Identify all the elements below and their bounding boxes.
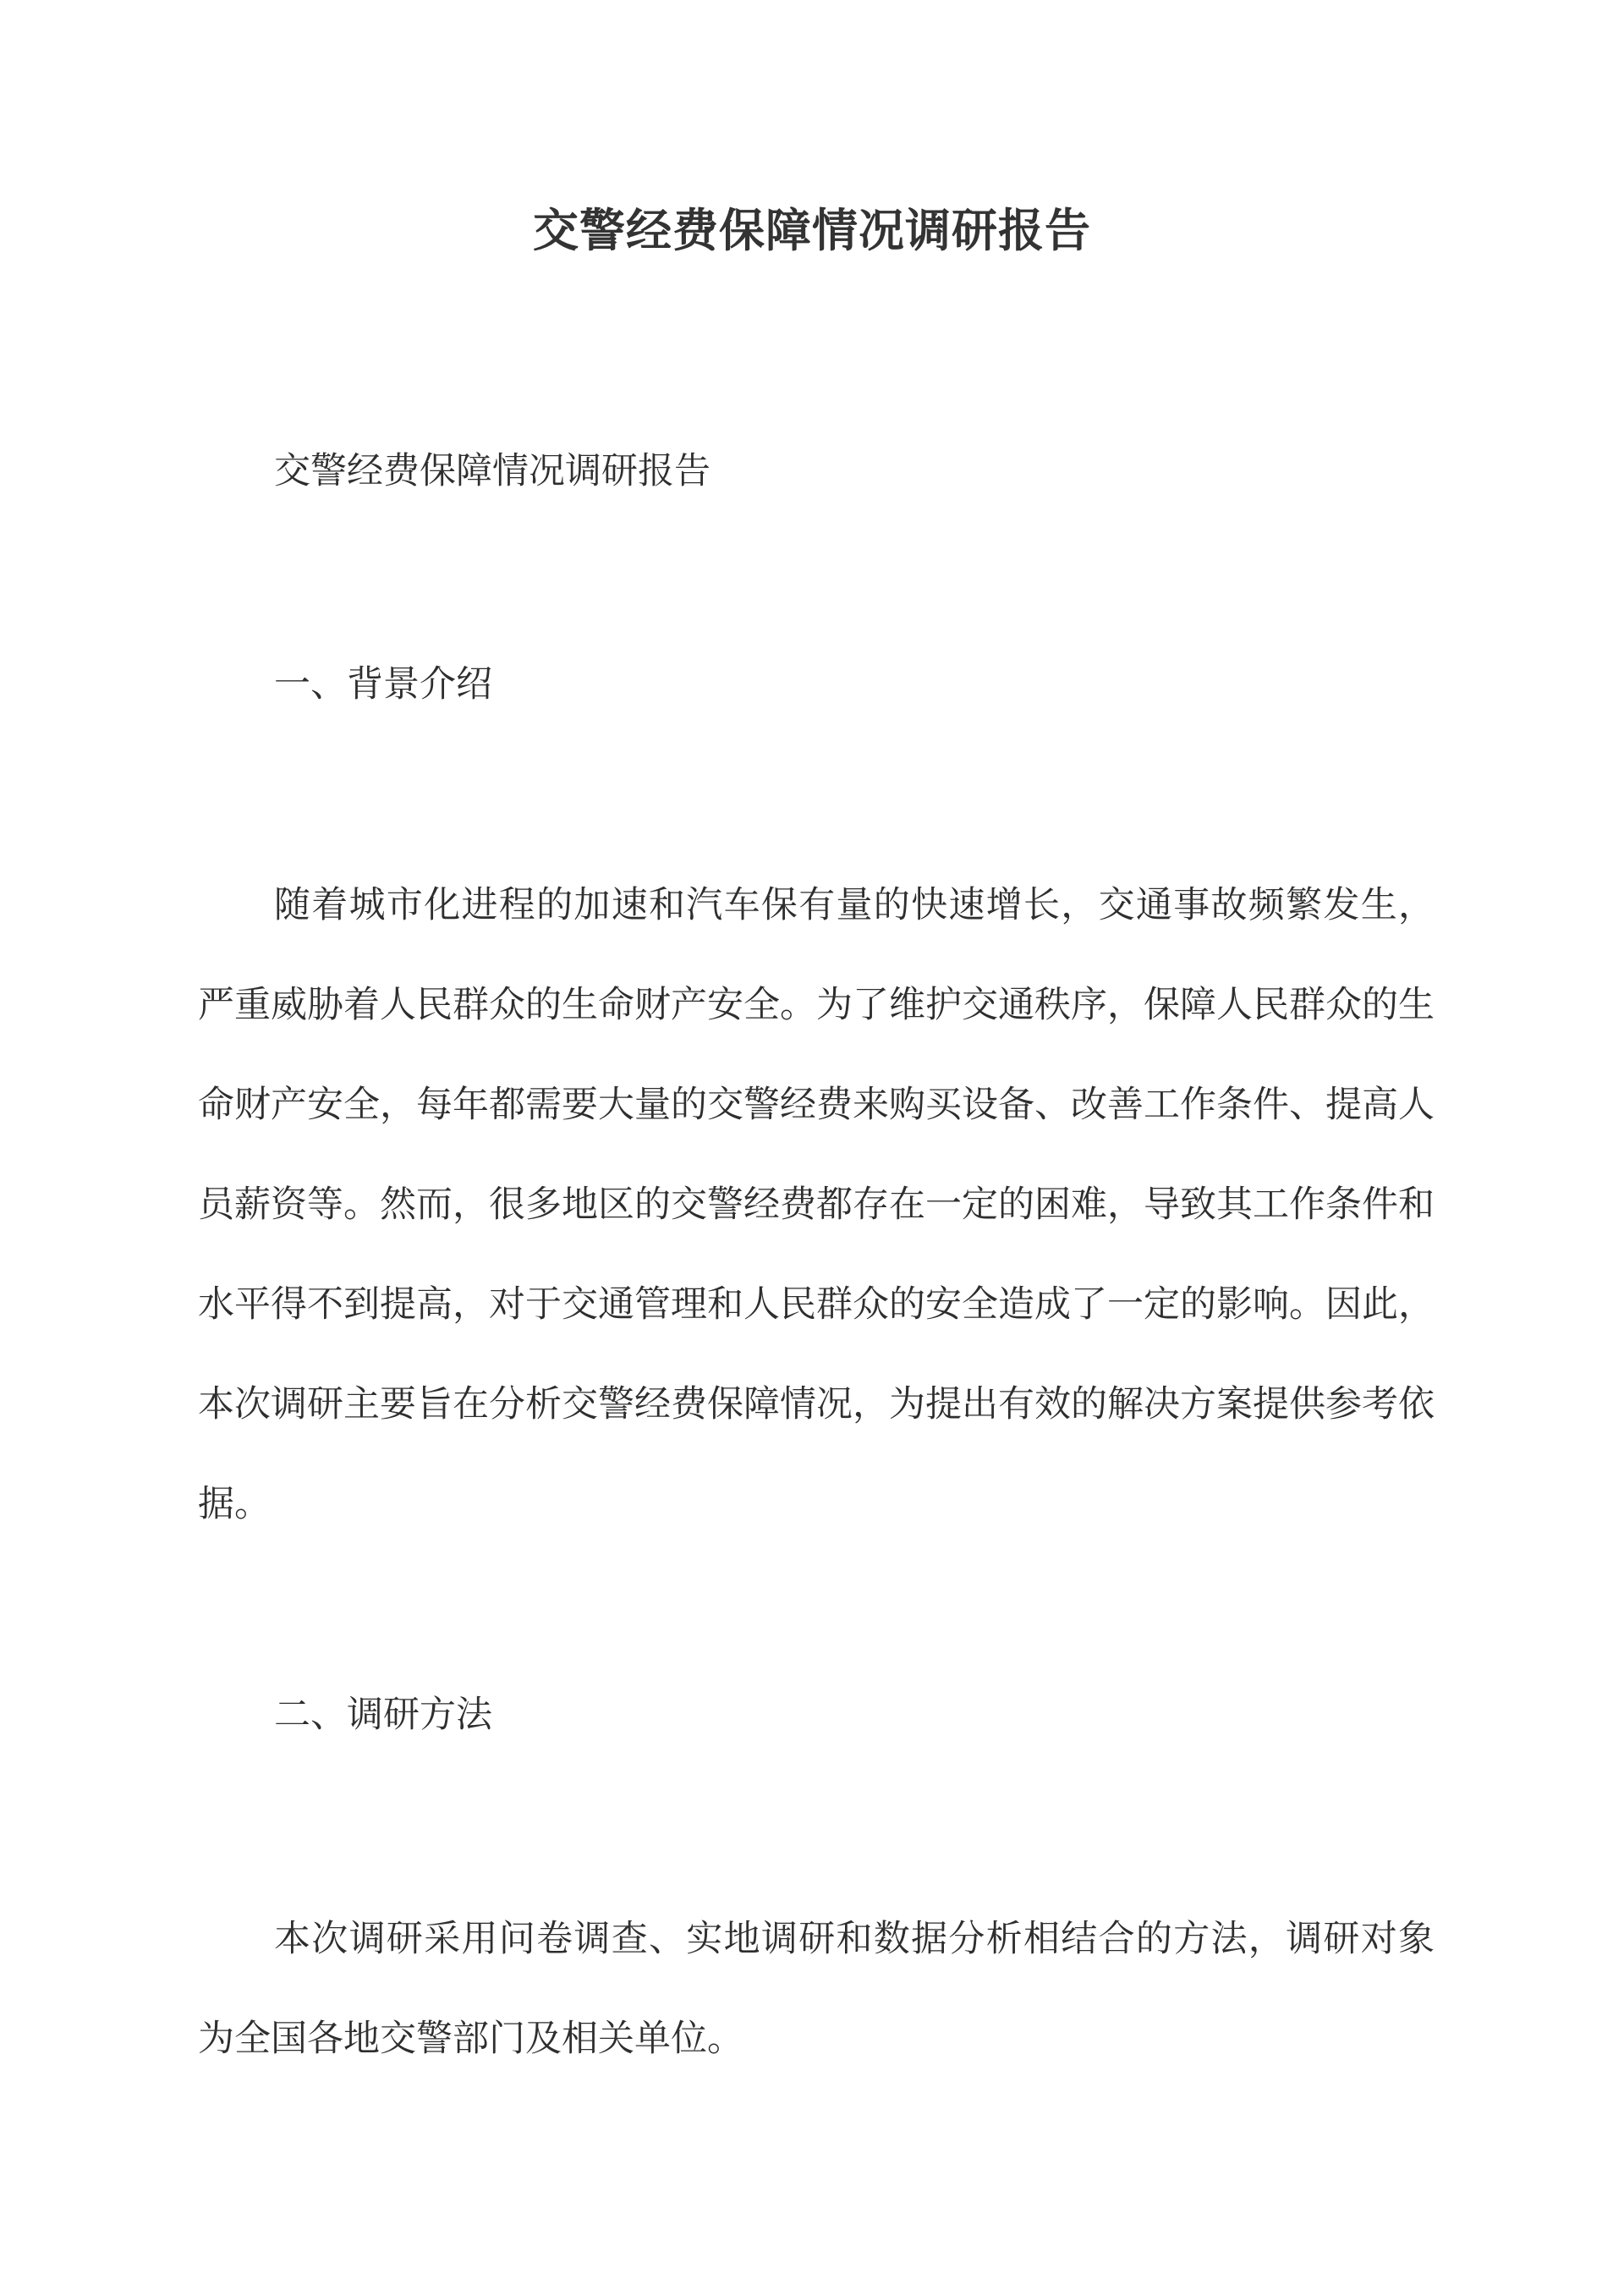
section-paragraph-background: 随着城市化进程的加速和汽车保有量的快速增长，交通事故频繁发生，严重威胁着人民群众的生命财产安全。为了维护交通秩序，保障人民群众的生命财产安全，每年都需要大量的交警经费来购买设备、改善工作条件、提高人员薪资等。然而，很多地区的交警经费都存在一定的困难，导致其工作条件和水平得不到提高，对于交通管理和人民群众的安全造成了一定的影响。因此，本次调研主要旨在分析交警经费保障情况，为提出有效的解决方案提供参考依据。 xyxy=(198,884,1435,1525)
section-heading-background: 一、背景介绍 xyxy=(274,663,492,706)
document-subtitle: 交警经费保障情况调研报告 xyxy=(274,450,710,492)
document-title: 交警经费保障情况调研报告 xyxy=(533,203,1091,257)
section-heading-method: 二、调研方法 xyxy=(274,1694,492,1736)
section-paragraph-method: 本次调研采用问卷调查、实地调研和数据分析相结合的方法，调研对象为全国各地交警部门及相关单位。 xyxy=(198,1918,1435,2060)
